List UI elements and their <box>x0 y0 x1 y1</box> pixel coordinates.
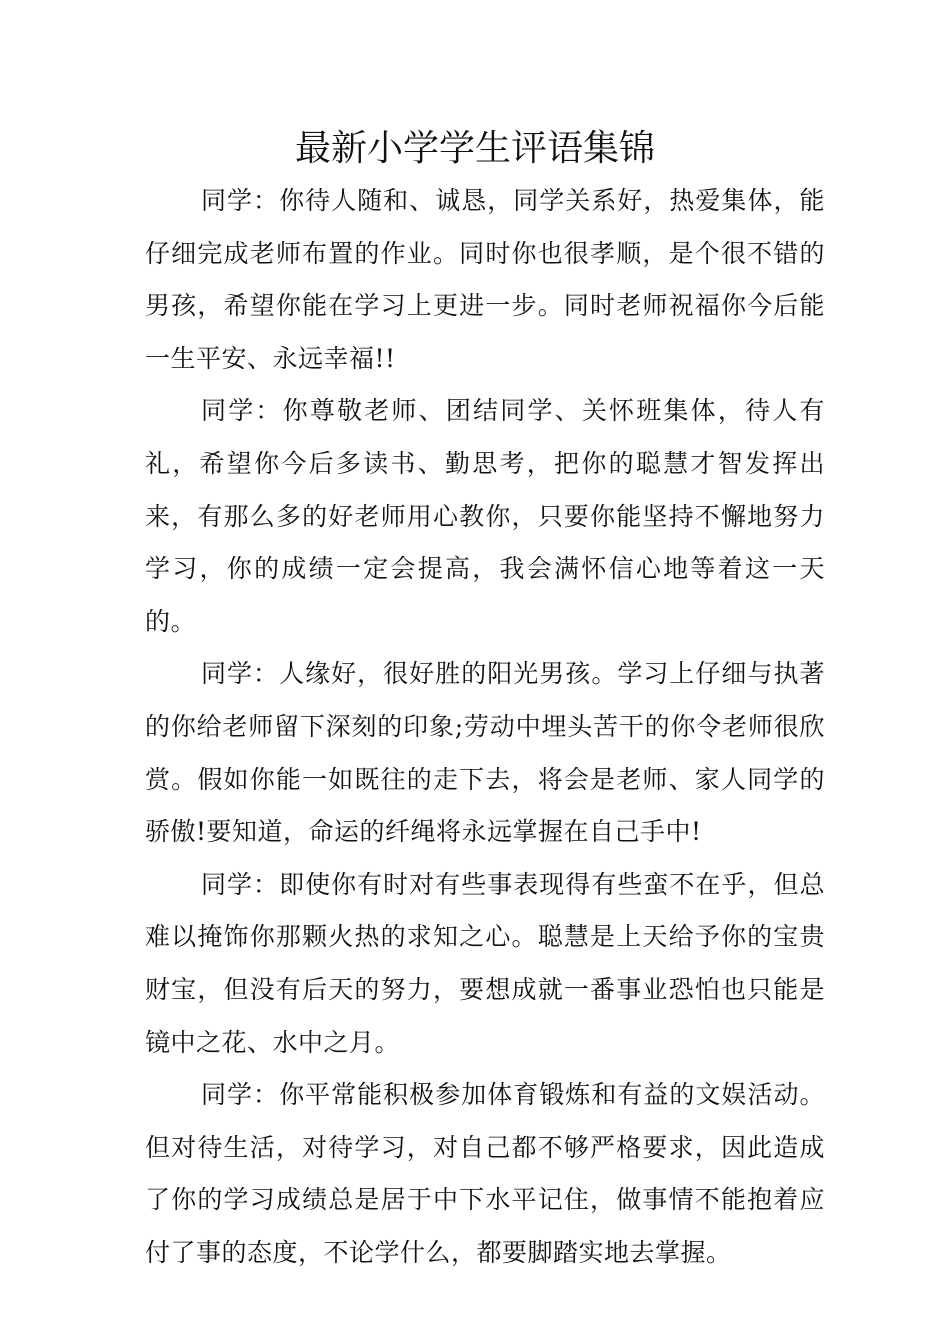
document-title: 最新小学学生评语集锦 <box>294 128 655 169</box>
comment-paragraph: 同学：即使你有时对有些事表现得有些蛮不在乎，但总难以掩饰你那颗火热的求知之心。聪慧是上天给予你的宝贵财宝，但没有后天的努力，要想成就一番事业恐怕也只能是镜中之花、水中之月。 <box>145 869 825 1057</box>
comment-paragraph: 同学：你尊敬老师、团结同学、关怀班集体，待人有礼，希望你今后多读书、勤思考，把你的聪慧才智发挥出来，有那么多的好老师用心教你，只要你能坚持不懈地努力学习，你的成绩一定会提高，我会满怀信心地等着这一天的。 <box>145 396 825 636</box>
document-body <box>145 175 825 1279</box>
comment-paragraph: 同学：你待人随和、诚恳，同学关系好，热爱集体，能仔细完成老师布置的作业。同时你也很孝顺，是个很不错的男孩，希望你能在学习上更进一步。同时老师祝福你今后能一生平安、永远幸福!! <box>145 186 825 373</box>
comment-paragraph: 同学：你平常能积极参加体育锻炼和有益的文娱活动。但对待生活，对待学习，对自己都不够严格要求，因此造成了你的学习成绩总是居于中下水平记住，做事情不能抱着应付了事的态度，不论学什么，都要脚踏实地去掌握。 <box>145 1080 825 1267</box>
comment-paragraph: 同学：人缘好，很好胜的阳光男孩。学习上仔细与执著的你给老师留下深刻的印象;劳动中埋头苦干的你令老师很欣赏。假如你能一如既往的走下去，将会是老师、家人同学的骄傲!要知道，命运的纤绳将永远掌握在自己手中! <box>145 659 825 847</box>
